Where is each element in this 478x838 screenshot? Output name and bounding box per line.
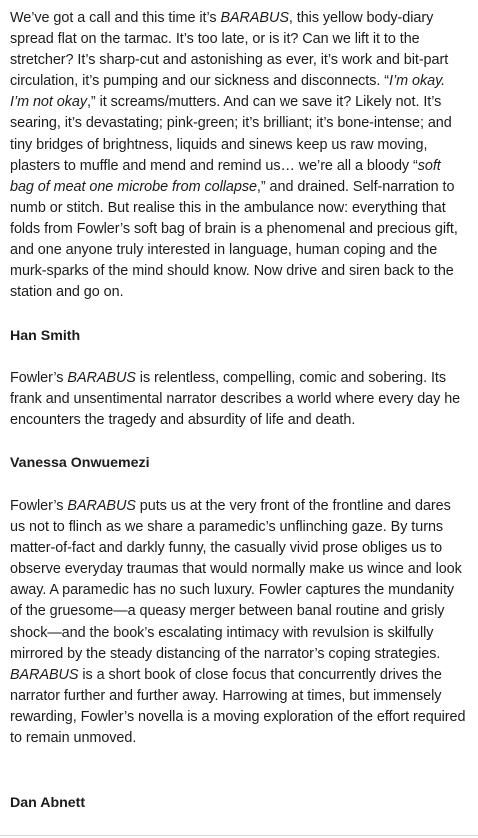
review-text-segment: Fowler’s [10,370,68,386]
review-text-segment: ,” it screams/mutters. And can we save it? Likely not. It’s searing, it’s devastating; pink-green; it’s brilliant; it’s bone-intense; and tiny bridges of brightness, liquids and sinews keep us raw moving, plasters to muffle and mend and remind us… we’re all a bloody “ [10,94,452,174]
review-text-dan-abnett [10,496,466,749]
review-text-segment: Fowler’s [10,498,68,514]
book-title-italic: BARABUS [220,10,289,26]
review-text-segment: We’ve got a call and this time it’s [10,10,221,26]
reviewer-name-dan-abnett: Dan Abnett [10,795,86,811]
reviewer-name-vanessa-onwuemezi: Vanessa Onwuemezi [10,455,150,471]
book-title-italic: BARABUS [67,498,136,514]
review-text-segment: puts us at the very front of the frontline and dares us not to flinch as we share a paramedic’s unflinching gaze. By turns matter-of-fact and darkly funny, the casually vivid prose obliges us to observe everyday traumas that would normally make us wince and look away. A paramedic has no such luxury. Fowler captures the mundanity of the gruesome—a queasy merger between banal routine and grisly shock—and the book’s escalating intimacy with revulsion is skilfully mirrored by the steady distancing of the narrator’s coping strategies. [10,498,462,662]
book-title-italic: BARABUS [67,370,136,386]
review-text-vanessa-onwuemezi [10,368,466,431]
review-text-segment: , this yellow body-diary spread flat on the tarmac. It’s too late, or is it? Can we lift it to the stretcher? It’s sharp-cut and astonishing as ever, it’s work and bit-part circulation, it’s pumping and our sickness and disconnects. “ [10,10,449,90]
review-text-segment: ,” and drained. Self-narration to numb or stitch. But realise this in the ambulance now: everything that folds from Fowler’s soft bag of brain is a phenomenal and precious gift, and one anyone truly interested in language, human coping and the murk-sparks of the mind should know. Now drive and siren back to the station and go on. [10,178,458,301]
review-text-segment: is relentless, compelling, comic and sobering. Its frank and unsentimental narrator describes a world where every day he encounters the tragedy and absurdity of life and death. [10,370,461,429]
reviewer-name-han-smith: Han Smith [10,328,81,344]
book-title-italic: BARABUS [10,666,79,683]
quote-italic: I’m okay. I’m not okay [10,73,446,111]
quote-italic: soft bag of meat one microbe from collapse [10,157,441,195]
bottom-divider [0,835,478,836]
review-text-segment: is a short book of close focus that concurrently drives the narrator further and further away. Harrowing at times, but immensely rewarding, Fowler’s novella is a moving exploration of the effort required to remain unmoved. [10,666,466,747]
review-text-han-smith [10,8,466,303]
